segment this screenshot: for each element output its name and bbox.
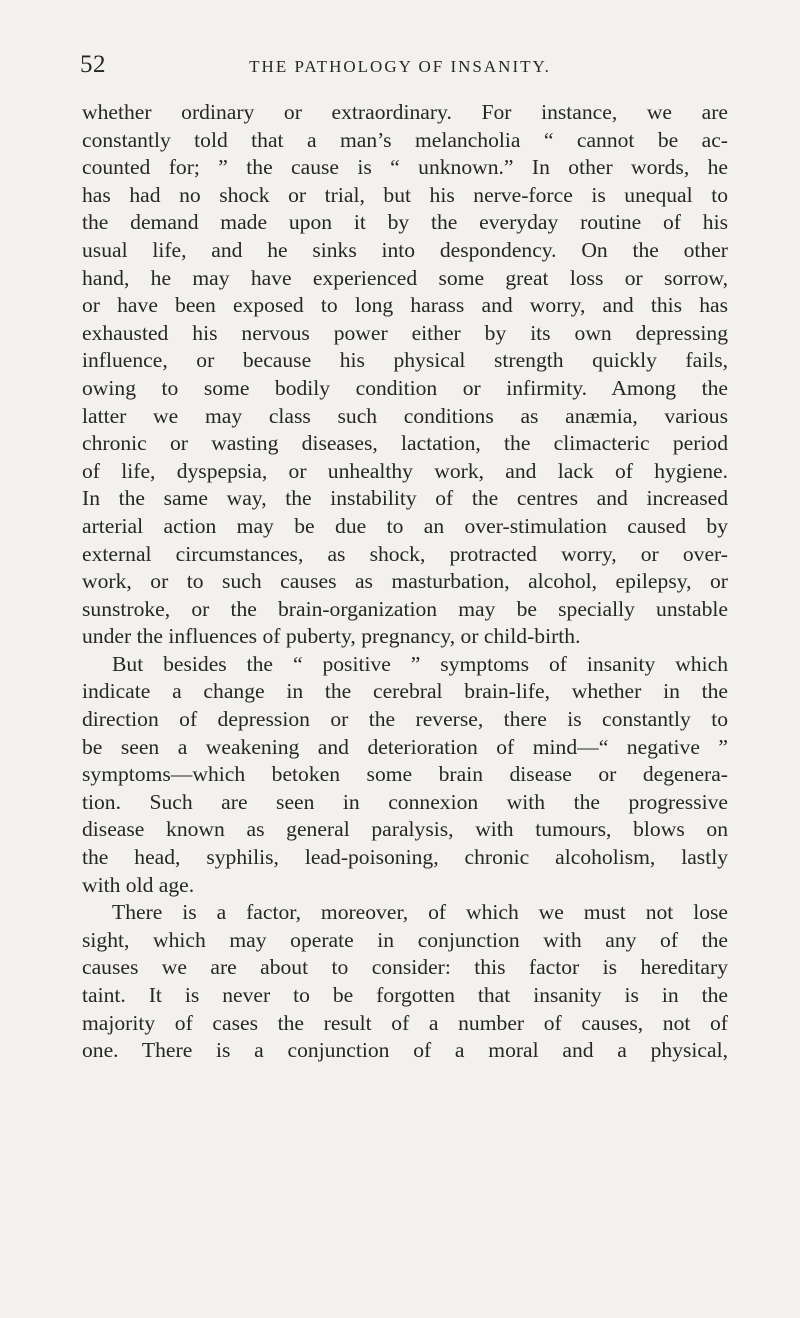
- text-line: disease known as general paralysis, with tumours, blows on: [82, 817, 728, 842]
- text-line: counted for; ” the cause is “ unknown.” In other words, he: [82, 155, 728, 180]
- page-number: 52: [80, 51, 106, 78]
- text-line: usual life, and he sinks into despondency. On the other: [82, 237, 728, 262]
- text-line: In the same way, the instability of the centres and increased: [82, 486, 728, 511]
- page-header: [80, 50, 720, 84]
- text-line: chronic or wasting diseases, lactation, the climacteric period: [82, 431, 728, 456]
- running-title: THE PATHOLOGY OF INSANITY.: [249, 57, 551, 76]
- text-line: causes we are about to consider: this factor is hereditary: [82, 955, 728, 980]
- text-line: the head, syphilis, lead-poisoning, chronic alcoholism, lastly: [82, 845, 728, 870]
- text-line: majority of cases the result of a number of causes, not of: [82, 1010, 728, 1035]
- text-line: arterial action may be due to an over-stimulation caused by: [82, 513, 728, 538]
- text-line: There is a factor, moreover, of which we must not lose: [112, 900, 728, 925]
- body-text: [82, 99, 728, 1065]
- text-line: taint. It is never to be forgotten that insanity is in the: [82, 983, 728, 1007]
- text-line: constantly told that a man’s melancholia “ cannot be ac-: [82, 127, 728, 152]
- text-line: one. There is a conjunction of a moral and a physical,: [82, 1038, 728, 1063]
- text-line: has had no shock or trial, but his nerve-force is unequal to: [82, 182, 728, 207]
- text-line: indicate a change in the cerebral brain-life, whether in the: [82, 679, 728, 704]
- text-line: influence, or because his physical strength quickly fails,: [82, 348, 728, 373]
- text-line: direction of depression or the reverse, there is constantly to: [82, 707, 728, 732]
- text-line: hand, he may have experienced some great loss or sorrow,: [82, 265, 728, 290]
- text-line: sight, which may operate in conjunction with any of the: [82, 927, 728, 952]
- text-line: tion. Such are seen in connexion with the progressive: [82, 789, 728, 814]
- text-line: external circumstances, as shock, protracted worry, or over-: [82, 541, 728, 566]
- text-line: symptoms—which betoken some brain disease or degenera-: [82, 762, 728, 787]
- text-line: owing to some bodily condition or infirmity. Among the: [82, 375, 728, 400]
- text-line: whether ordinary or extraordinary. For instance, we are: [82, 100, 728, 124]
- text-line: latter we may class such conditions as anæmia, various: [82, 403, 728, 428]
- text-line: with old age.: [82, 872, 195, 897]
- text-line: But besides the “ positive ” symptoms of insanity which: [112, 651, 728, 676]
- text-line: be seen a weakening and deterioration of mind—“ negative ”: [82, 734, 728, 759]
- text-line: the demand made upon it by the everyday routine of his: [82, 210, 728, 235]
- text-line: or have been exposed to long harass and worry, and this has: [82, 293, 728, 318]
- text-line: sunstroke, or the brain-organization may be specially unstable: [82, 596, 728, 621]
- text-line: work, or to such causes as masturbation, alcohol, epilepsy, or: [82, 569, 728, 594]
- text-line: of life, dyspepsia, or unhealthy work, and lack of hygiene.: [82, 458, 728, 483]
- text-line: exhausted his nervous power either by its own depressing: [82, 320, 728, 345]
- text-line: under the influences of puberty, pregnancy, or child-birth.: [82, 624, 581, 649]
